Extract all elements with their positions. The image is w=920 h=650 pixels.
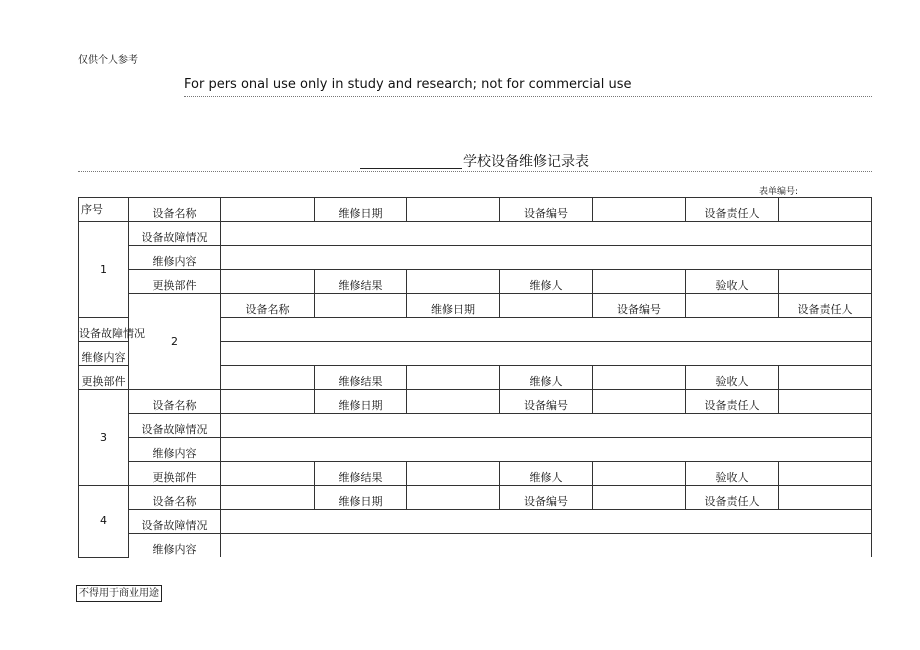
value-repair-result[interactable] (407, 462, 500, 486)
label-device-number: 设备编号 (500, 198, 593, 222)
table-row (79, 270, 872, 294)
label-device-number: 设备编号 (500, 390, 593, 414)
label-repair-result: 维修结果 (315, 270, 407, 294)
value-repair-content[interactable] (221, 342, 872, 366)
value-device-name[interactable] (221, 198, 315, 222)
table-row (79, 390, 872, 414)
value-acceptor[interactable] (779, 462, 872, 486)
label-repairer: 维修人 (500, 366, 593, 390)
record-number: 4 (79, 486, 129, 558)
label-repair-date: 维修日期 (315, 198, 407, 222)
label-repair-date: 维修日期 (315, 486, 407, 510)
label-fault-status: 设备故障情况 (129, 414, 221, 438)
commercial-use-notice: 不得用于商业用途 (76, 585, 162, 602)
label-repair-content: 维修内容 (129, 246, 221, 270)
table-row (79, 534, 872, 558)
value-replaced-parts[interactable] (221, 366, 315, 390)
label-repair-content: 维修内容 (79, 342, 129, 366)
label-responsible-person: 设备责任人 (686, 486, 779, 510)
label-device-name: 设备名称 (129, 198, 221, 222)
value-fault-status[interactable] (221, 414, 872, 438)
value-responsible-person[interactable] (779, 198, 872, 222)
label-responsible-person: 设备责任人 (779, 294, 872, 318)
disclaimer-divider (184, 96, 872, 97)
label-replaced-parts: 更换部件 (79, 366, 129, 390)
value-fault-status[interactable] (221, 318, 872, 342)
personal-reference-note: 仅供个人参考 (78, 55, 138, 66)
table-row (79, 246, 872, 270)
value-fault-status[interactable] (221, 222, 872, 246)
label-repair-result: 维修结果 (315, 366, 407, 390)
value-repair-content[interactable] (221, 246, 872, 270)
label-fault-status: 设备故障情况 (129, 222, 221, 246)
label-replaced-parts: 更换部件 (129, 462, 221, 486)
title-divider (78, 171, 872, 172)
table-row (79, 486, 872, 510)
value-repair-date[interactable] (407, 390, 500, 414)
label-repair-result: 维修结果 (315, 462, 407, 486)
label-repair-date: 维修日期 (315, 390, 407, 414)
value-repair-result[interactable] (407, 366, 500, 390)
value-repair-result[interactable] (407, 270, 500, 294)
label-responsible-person: 设备责任人 (686, 390, 779, 414)
label-device-name: 设备名称 (129, 486, 221, 510)
value-repair-date[interactable] (407, 198, 500, 222)
table-row (79, 414, 872, 438)
value-device-number[interactable] (593, 390, 686, 414)
value-device-number[interactable] (593, 486, 686, 510)
value-replaced-parts[interactable] (221, 270, 315, 294)
value-repair-date[interactable] (407, 486, 500, 510)
value-responsible-person[interactable] (779, 390, 872, 414)
label-device-number: 设备编号 (500, 486, 593, 510)
label-device-name: 设备名称 (129, 390, 221, 414)
record-number: 1 (79, 222, 129, 318)
label-repair-content: 维修内容 (129, 534, 221, 558)
value-repair-date[interactable] (500, 294, 593, 318)
value-fault-status[interactable] (221, 510, 872, 534)
form-title: 学校设备维修记录表 (463, 154, 589, 170)
value-device-name[interactable] (221, 390, 315, 414)
label-fault-status: 设备故障情况 (129, 510, 221, 534)
value-device-name[interactable] (221, 486, 315, 510)
value-repairer[interactable] (593, 270, 686, 294)
table-row (79, 462, 872, 486)
label-acceptor: 验收人 (686, 270, 779, 294)
seq-header: 序号 (79, 198, 129, 222)
repair-record-table (78, 197, 872, 558)
value-repairer[interactable] (593, 462, 686, 486)
value-device-name[interactable] (315, 294, 407, 318)
value-responsible-person[interactable] (779, 486, 872, 510)
table-row (79, 198, 872, 222)
label-repair-content: 维修内容 (129, 438, 221, 462)
label-responsible-person: 设备责任人 (686, 198, 779, 222)
form-number-label: 表单编号: (759, 187, 799, 197)
label-acceptor: 验收人 (686, 366, 779, 390)
record-number: 2 (129, 294, 221, 390)
table-row (79, 510, 872, 534)
label-device-number: 设备编号 (593, 294, 686, 318)
table-row (79, 438, 872, 462)
label-replaced-parts: 更换部件 (129, 270, 221, 294)
title-blank-line (360, 168, 462, 169)
value-device-number[interactable] (686, 294, 779, 318)
value-acceptor[interactable] (779, 270, 872, 294)
usage-disclaimer: For pers onal use only in study and research; not for commercial use (184, 77, 632, 92)
record-number: 3 (79, 390, 129, 486)
label-repair-date: 维修日期 (407, 294, 500, 318)
value-replaced-parts[interactable] (221, 462, 315, 486)
label-fault-status: 设备故障情况 (79, 318, 129, 342)
label-repairer: 维修人 (500, 462, 593, 486)
value-repair-content[interactable] (221, 438, 872, 462)
value-device-number[interactable] (593, 198, 686, 222)
label-acceptor: 验收人 (686, 462, 779, 486)
value-repair-content[interactable] (221, 534, 872, 558)
table-row (79, 294, 872, 318)
label-repairer: 维修人 (500, 270, 593, 294)
value-repairer[interactable] (593, 366, 686, 390)
table-row (79, 222, 872, 246)
label-device-name: 设备名称 (221, 294, 315, 318)
value-acceptor[interactable] (779, 366, 872, 390)
